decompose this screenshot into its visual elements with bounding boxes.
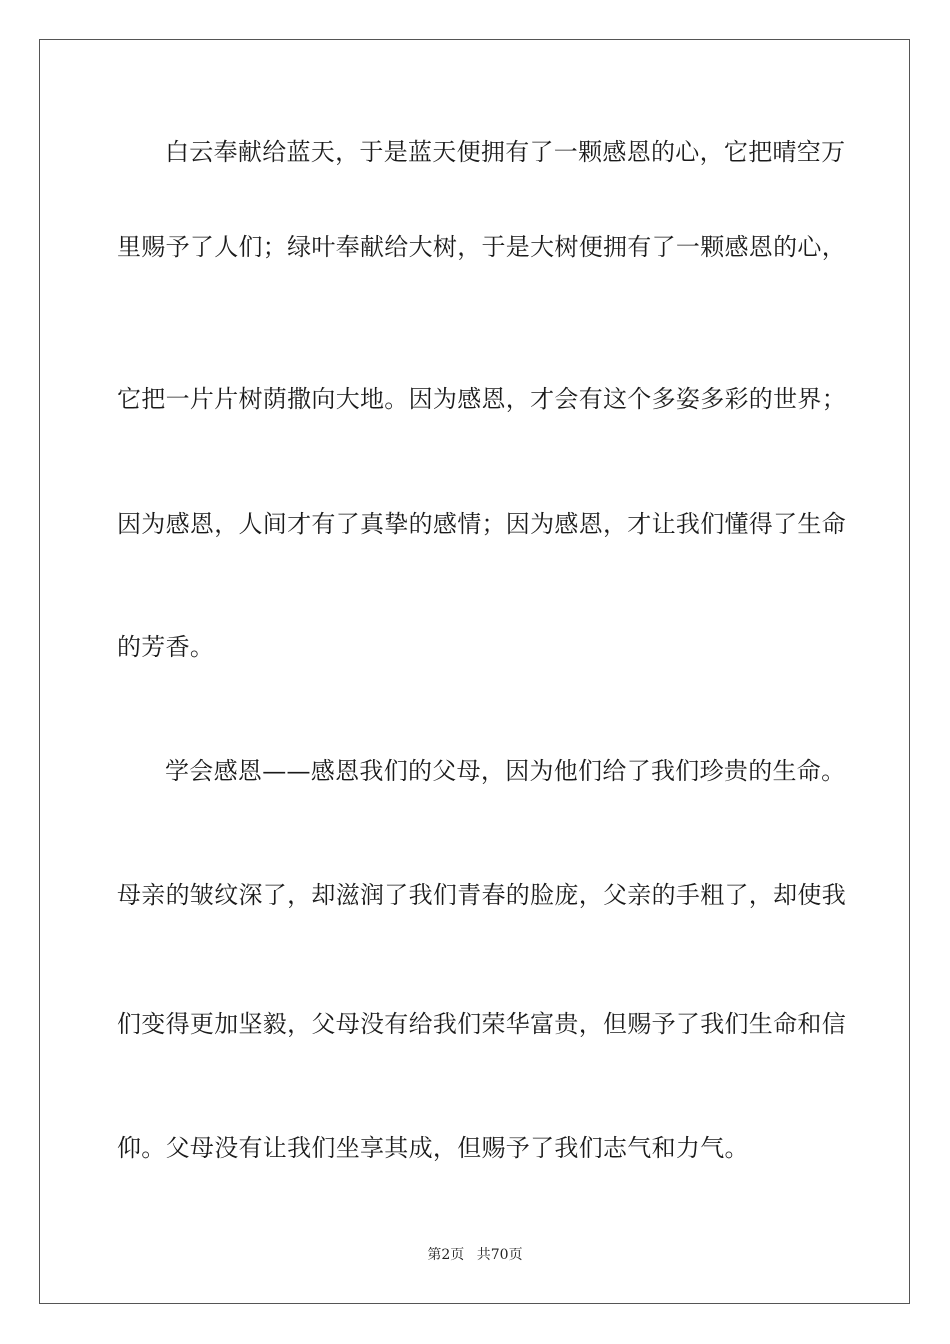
paragraph-line: 白云奉献给蓝天，于是蓝天便拥有了一颗感恩的心，它把晴空万 [165, 138, 846, 166]
paragraph-line: 的芳香。 [117, 633, 215, 661]
page-footer [0, 1246, 950, 1264]
paragraph-line: 仰。父母没有让我们坐享其成，但赐予了我们志气和力气。 [117, 1134, 749, 1162]
paragraph-line: 它把一片片树荫撒向大地。因为感恩，才会有这个多姿多彩的世界； [117, 385, 846, 413]
paragraph-line: 们变得更加坚毅，父母没有给我们荣华富贵，但赐予了我们生命和信 [117, 1010, 846, 1038]
paragraph-line: 母亲的皱纹深了，却滋润了我们青春的脸庞，父亲的手粗了，却使我 [117, 881, 846, 909]
paragraph-line: 里赐予了人们；绿叶奉献给大树，于是大树便拥有了一颗感恩的心， [117, 233, 846, 261]
page-number: 第2页 [427, 1247, 465, 1263]
page-total: 共70页 [476, 1247, 523, 1263]
paragraph-line: 学会感恩——感恩我们的父母，因为他们给了我们珍贵的生命。 [165, 757, 846, 785]
page-frame [39, 39, 910, 1304]
paragraph-line: 因为感恩，人间才有了真挚的感情；因为感恩，才让我们懂得了生命 [117, 510, 846, 538]
